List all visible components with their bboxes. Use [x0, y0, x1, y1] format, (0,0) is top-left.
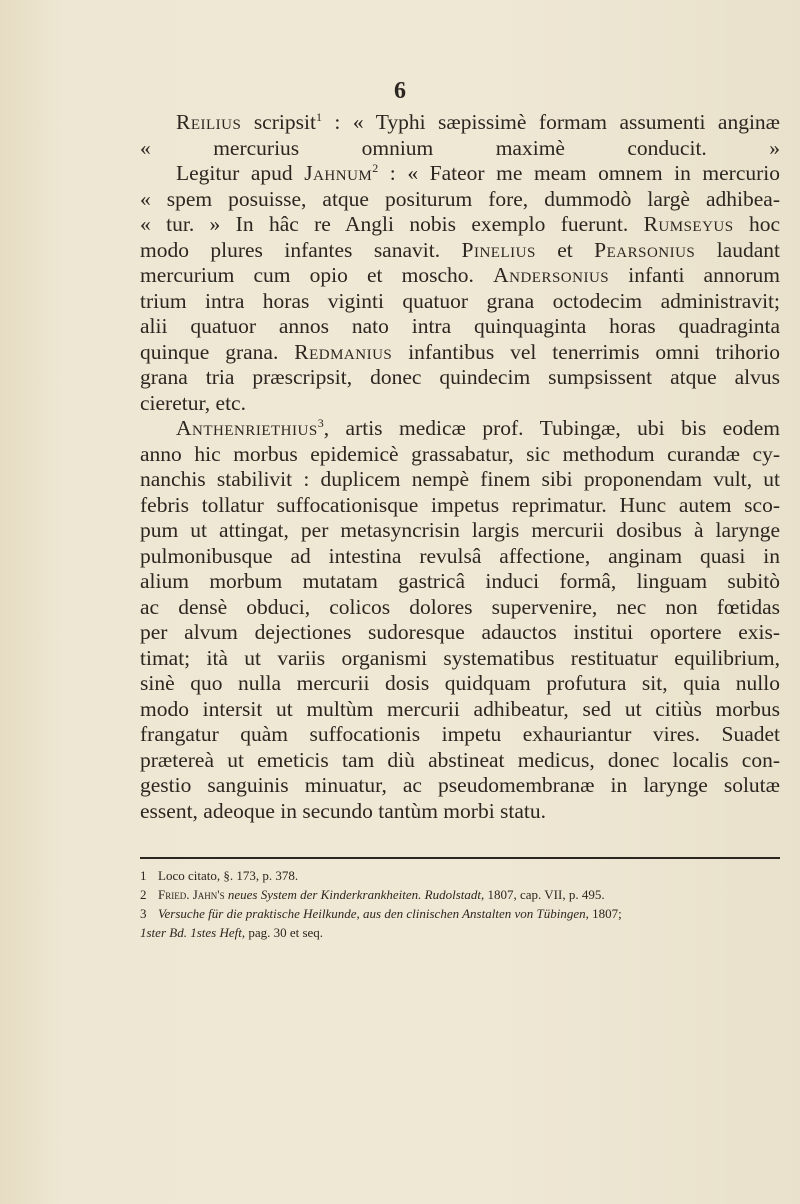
body-text [140, 110, 780, 824]
footnote-text: , pag. 30 et seq. [241, 925, 324, 940]
text-line [140, 671, 780, 697]
footnote-3 [140, 904, 780, 923]
footnote-number: 1 [140, 868, 147, 883]
text-line [140, 544, 780, 570]
line-text: , artis medicæ prof. Tubingæ, ubi bis eodem [323, 416, 780, 440]
footnote-number: 2 [140, 887, 147, 902]
footnote-2 [140, 885, 780, 904]
line-text: : « Typhi sæpissimè formam assumenti anginæ [321, 110, 780, 134]
text-line [140, 442, 780, 468]
line-text: sinè quo nulla mercurii dosis quidquam profutura sit, quia nullo [140, 671, 780, 695]
text-line [140, 263, 780, 289]
text-line [140, 314, 780, 340]
line-text: essent, adeoque in secundo tantùm morbi statu. [140, 798, 547, 823]
author-name: Redmanius [294, 339, 393, 364]
footnote-author: Fried. Jahn's [158, 887, 225, 902]
footnote-title: 1ster Bd. 1stes Heft [140, 925, 242, 940]
author-name: Rumseyus [643, 212, 734, 236]
text-line [140, 620, 780, 646]
text-line [140, 773, 780, 799]
line-text: frangatur quàm suffocationis impetu exhauriantur vires. Suadet [140, 722, 780, 746]
footnote-ref: 2 [372, 161, 379, 175]
line-text: infanti annorum [609, 263, 780, 287]
text-line [140, 493, 780, 519]
footnote-text: , 1807; [585, 906, 622, 921]
line-text: « mercurius omnium maximè conducit. » [140, 135, 780, 160]
text-line [140, 697, 780, 723]
text-line [140, 467, 780, 493]
line-text: febris tollatur suffocationisque impetus reprimatur. Hunc autem sco- [140, 492, 780, 517]
line-text: « tur. » In hâc re Angli nobis exemplo fuerunt. [140, 212, 644, 236]
line-text: trium intra horas viginti quatuor grana octodecim administravit; [140, 288, 780, 313]
line-text: pulmonibusque ad intestina revulsâ affectione, anginam quasi in [140, 543, 780, 568]
text-line [140, 416, 780, 442]
line-text: timat; ità ut variis organismi systematibus restituatur equilibrium, [140, 645, 780, 670]
text-line [140, 161, 780, 187]
line-text: grana tria præscripsit, donec quindecim sumpsissent atque alvus [140, 365, 780, 389]
footnote-text: Loco citato, §. 173, p. 378. [158, 868, 299, 883]
text-line [140, 595, 780, 621]
line-text: : « Fateor me meam omnem in mercurio [378, 161, 780, 185]
author-name: Andersonius [493, 263, 610, 287]
line-text: « spem posuisse, atque positurum fore, dummodò largè adhibea- [140, 186, 780, 211]
text-line [140, 799, 780, 825]
author-name: Jahnum [304, 161, 373, 185]
line-text: alii quatuor annos nato intra quinquaginta horas quadraginta [140, 314, 780, 338]
text-line [140, 722, 780, 748]
line-text: modo plures infantes sanavit. [140, 237, 462, 262]
text-line [140, 391, 780, 417]
text-line [140, 238, 780, 264]
footnote-rule [140, 857, 780, 859]
footnotes [140, 866, 780, 942]
line-text: laudant [695, 237, 780, 262]
text-line [140, 136, 780, 162]
footnote-number: 3 [140, 906, 147, 921]
line-text: mercurium cum opio et moscho. [140, 263, 494, 287]
page-number: 6 [394, 78, 406, 104]
author-name: Anthenriethius [176, 416, 318, 440]
author-name: Pearsonius [594, 237, 696, 262]
line-text: et [535, 237, 595, 262]
text-line [140, 365, 780, 391]
line-text: infantibus vel tenerrimis omni trihorio [392, 339, 780, 364]
line-text: gestio sanguinis minuatur, ac pseudomembranæ in larynge solutæ [140, 773, 780, 797]
line-text: ac densè obduci, colicos dolores supervenire, nec non fœtidas [140, 594, 780, 619]
text-line [140, 569, 780, 595]
line-text: pum ut attingat, per metasyncrisin largis mercurii dosibus à larynge [140, 518, 780, 542]
footnote-ref: 3 [317, 416, 324, 430]
author-name: Pinelius [461, 237, 536, 262]
footnote-title: neues System der Kinderkrankheiten. Rudolstadt [227, 887, 481, 902]
text-line [140, 212, 780, 238]
line-text: anno hic morbus epidemicè grassabatur, sic methodum curandæ cy- [140, 441, 780, 466]
footnote-1 [140, 866, 780, 885]
line-text: prætereà ut emeticis tam diù abstineat medicus, donec localis con- [140, 747, 780, 772]
text-line [140, 289, 780, 315]
line-text: alium morbum mutatam gastricâ induci formâ, linguam subitò [140, 569, 780, 593]
text-line [140, 187, 780, 213]
line-text: cieretur, etc. [140, 390, 246, 415]
text-line [140, 110, 780, 136]
text-line [140, 340, 780, 366]
line-text: hoc [733, 212, 780, 236]
author-name: Reilius [176, 110, 242, 134]
line-text: nanchis stabilivit : duplicem nempè finem sibi proponendam vult, ut [140, 467, 780, 491]
text-line [140, 748, 780, 774]
line-text: Legitur apud [176, 161, 305, 185]
footnote-title: Versuche für die praktische Heilkunde, aus den clinischen Anstalten von Tübingen [158, 906, 586, 921]
line-text: modo intersit ut multùm mercurii adhibeatur, sed ut citiùs morbus [140, 696, 780, 721]
text-line [140, 646, 780, 672]
footnote-ref: 1 [315, 110, 322, 124]
line-text: scripsit [241, 110, 316, 134]
footnote-text: , 1807, cap. VII, p. 495. [480, 887, 605, 902]
line-text: per alvum dejectiones sudoresque adauctos institui oportere exis- [140, 620, 780, 644]
text-line [140, 518, 780, 544]
footnote-3-continued [140, 923, 780, 942]
line-text: quinque grana. [140, 339, 295, 364]
